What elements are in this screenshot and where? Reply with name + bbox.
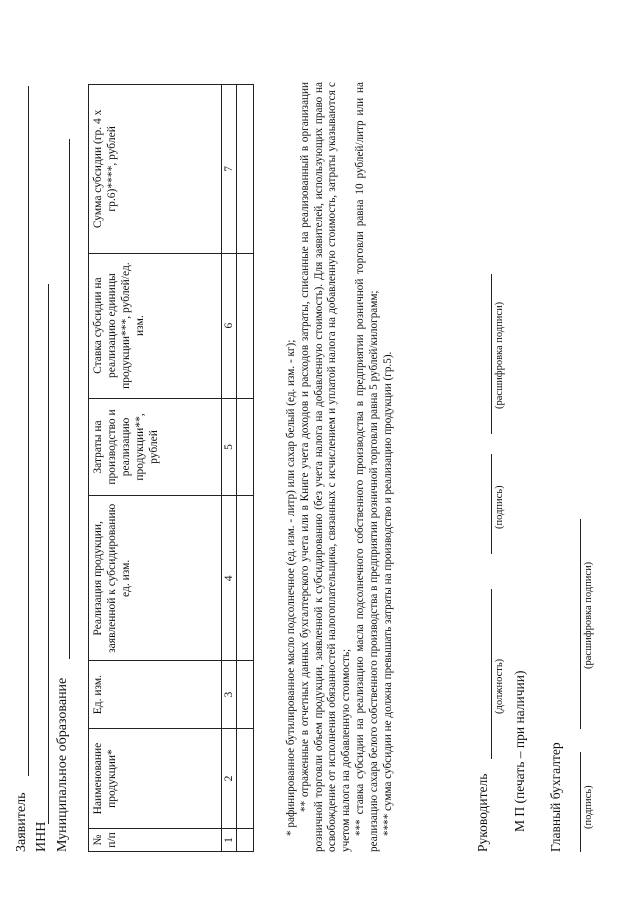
column-number: 6 xyxy=(222,253,237,398)
table-cell xyxy=(237,253,254,398)
footnote-1: * рафинированное бутилированное масло подсолнечное (ед. изм. - литр) или сахар белый (ед. изм. - кг); xyxy=(285,339,297,836)
column-number: 5 xyxy=(222,398,237,496)
position-caption: (должность) xyxy=(494,658,505,714)
accountant-decoding-caption: (расшифровка подписи) xyxy=(583,561,594,669)
head-decoding-line xyxy=(491,274,492,434)
table-cell xyxy=(237,661,254,729)
column-number: 1 xyxy=(222,829,237,852)
table-cell xyxy=(237,398,254,496)
applicant-line xyxy=(28,86,29,776)
accountant-signature-caption: (подпись) xyxy=(583,785,594,829)
column-number: 3 xyxy=(222,661,237,729)
footnote-3: *** ставка субсидии на реализацию масла подсолнечного собственного производства в предприятии розничной торговли равна 10 рублей/литр или на реализацию сахара белого собственного производства в предприятии розничной торговли равна 5 рублей/килограмм; xyxy=(353,82,380,852)
chief-accountant-label: Главный бухгалтер xyxy=(548,742,563,852)
column-number: 7 xyxy=(222,85,237,254)
accountant-decoding-line xyxy=(580,519,581,729)
column-number: 4 xyxy=(222,496,237,661)
column-header: № п/п xyxy=(89,829,222,852)
table-cell xyxy=(237,496,254,661)
municipality-label: Муниципальное образование xyxy=(55,677,70,852)
head-signature-caption: (подпись) xyxy=(494,485,505,529)
column-header: Наименование продукции* xyxy=(89,729,222,829)
head-signature-line xyxy=(491,454,492,554)
table-cell xyxy=(237,829,254,852)
footnote-4: **** сумма субсидии не должна превышать затраты на производство и реализацию продукции (гр.5). xyxy=(381,351,394,836)
column-header: Реализация продукции, заявленной к субсидированию ед. изм. xyxy=(89,496,222,661)
inn-line xyxy=(48,284,49,824)
column-number-row xyxy=(222,85,237,852)
head-label: Руководитель xyxy=(475,773,490,852)
footnote-2: ** отраженные в отчетных данных бухгалтерского учета или в Книге учета доходов и расходов затраты, списанные на реализованный в организации розничной торговли объем продукции, заявленной к субсидированию (без учета налога на добавленную стоимость). Для заявителей, использующих право на освобождение от исполнения обязанностей налогоплательщика, связанных с исчислением и уплатой налога на добавленную стоимость, затраты указываются с учетом налога на добавленную стоимость; xyxy=(298,82,353,852)
table-cell xyxy=(237,729,254,829)
footnotes xyxy=(285,82,395,852)
table-cell xyxy=(237,85,254,254)
stamp-label: М П (печать – при наличии) xyxy=(512,670,527,832)
column-header: Сумма субсидии (гр. 4 х гр.6)****, рублей xyxy=(89,85,222,254)
table-row xyxy=(237,85,254,852)
head-decoding-caption: (расшифровка подписи) xyxy=(494,301,505,409)
position-line xyxy=(491,589,492,759)
column-header: Ед. изм. xyxy=(89,661,222,729)
applicant-label: Заявитель xyxy=(14,792,29,852)
column-number: 2 xyxy=(222,729,237,829)
accountant-signature-line xyxy=(580,752,581,852)
table-header-row xyxy=(89,85,222,852)
inn-label: ИНН xyxy=(34,821,49,852)
column-header: Затраты на производство и реализацию продукции**, рублей xyxy=(89,398,222,496)
subsidy-table xyxy=(88,84,254,852)
column-header: Ставка субсидии на реализацию единицы продукции***, рублей/ед. изм. xyxy=(89,253,222,398)
municipality-line xyxy=(69,139,70,659)
